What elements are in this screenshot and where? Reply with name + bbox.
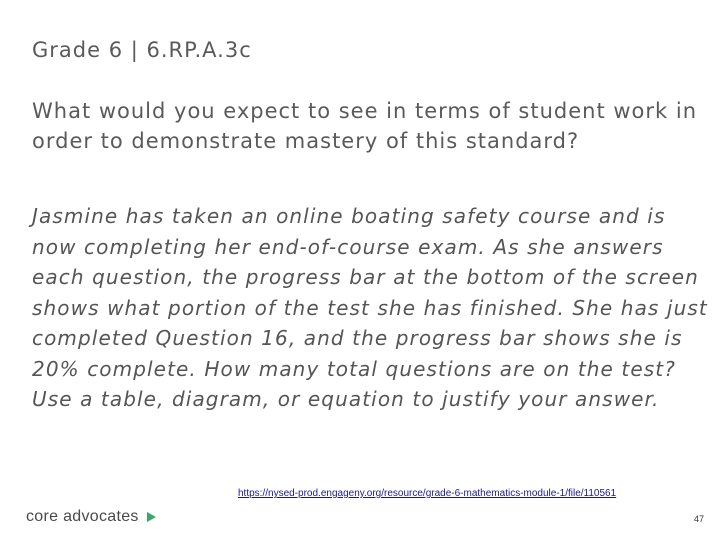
- source-link[interactable]: https://nysed-prod.engageny.org/resource/grade-6-mathematics-module-1/file/110561: [238, 488, 617, 499]
- page-number: 47: [693, 514, 704, 524]
- footer-logo: [26, 508, 156, 526]
- guiding-question: What would you expect to see in terms of student work in order to demonstrate mastery of this standard?: [32, 99, 697, 153]
- arrow-right-icon: [147, 512, 156, 522]
- slide-heading: Grade 6 | 6.RP.A.3c: [32, 38, 252, 62]
- task-text: Jasmine has taken an online boating safety course and is now completing her end-of-course exam. As she answers each question, the progress bar at the bottom of the screen shows what portion of the test she has finished. She has just completed Question 16, and the progress bar shows she is 20% complete. How many total questions are on the test? Use a table, diagram, or equation to justify your answer.: [32, 204, 708, 411]
- logo-text: core advocates: [26, 508, 139, 525]
